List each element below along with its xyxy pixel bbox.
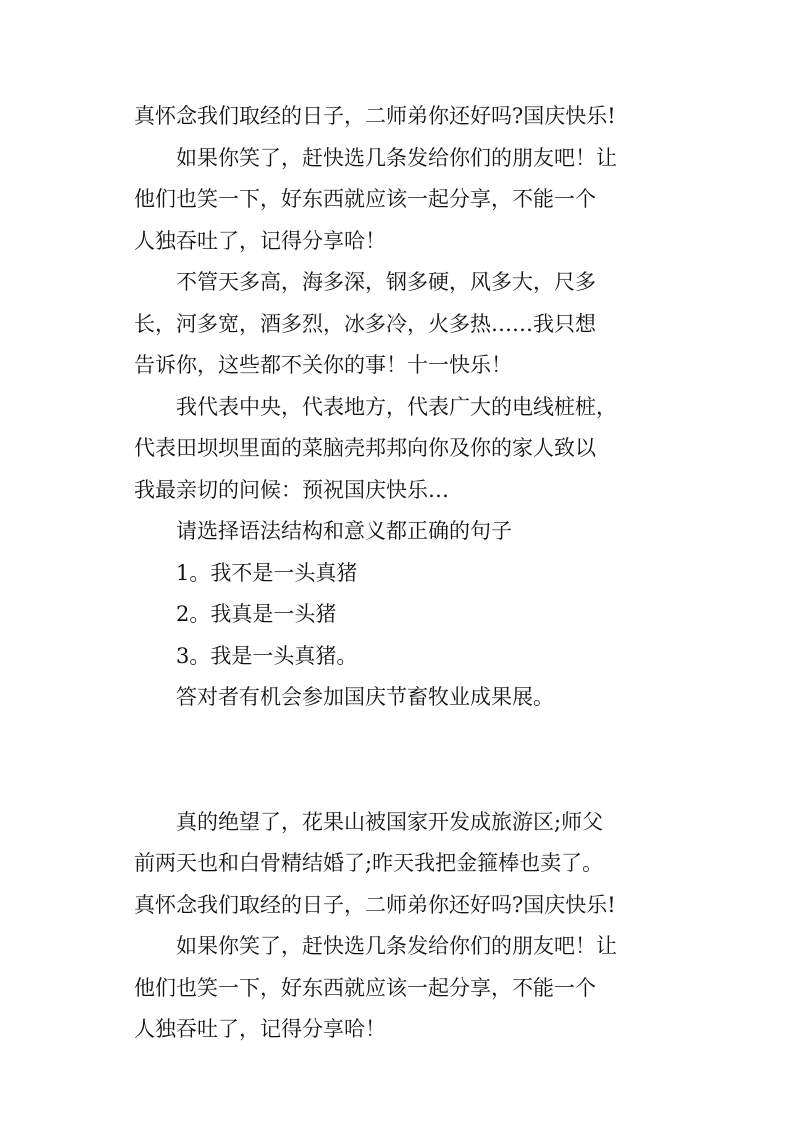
quiz-prize-note: 答对者有机会参加国庆节畜牧业成果展。 — [176, 685, 554, 709]
paragraph-first-line: 如果你笑了，赶快选几条发给你们的朋友吧！让 — [176, 934, 617, 958]
document-body — [134, 96, 674, 1051]
text-line: 真怀念我们取经的日子，二师弟你还好吗?国庆快乐! — [134, 892, 616, 917]
text-line: 代表田坝坝里面的菜脑壳邦邦向你及你的家人致以 — [134, 436, 596, 460]
text-line: 人独吞吐了，记得分享哈！ — [134, 1017, 386, 1041]
paragraph-gap — [134, 719, 674, 802]
text-line: 告诉你，这些都不关你的事！十一快乐！ — [134, 353, 512, 377]
text-line: 我最亲切的问候：预祝国庆快乐… — [134, 477, 449, 502]
paragraph-first-line: 如果你笑了，赶快选几条发给你们的朋友吧！让 — [176, 145, 617, 170]
text-line: 他们也笑一下，好东西就应该一起分享，不能一个 — [134, 187, 596, 211]
quiz-question: 请选择语法结构和意义都正确的句子 — [176, 519, 512, 543]
paragraph-first-line: 真的绝望了，花果山被国家开发成旅游区;师父 — [176, 809, 604, 834]
text-line: 真怀念我们取经的日子，二师弟你还好吗?国庆快乐! — [134, 104, 616, 128]
quiz-option-1: 1。我不是一头真猪 — [176, 560, 358, 585]
text-line: 人独吞吐了，记得分享哈！ — [134, 228, 386, 253]
quiz-option-2: 2。我真是一头猪 — [176, 602, 337, 626]
text-line: 前两天也和白骨精结婚了;昨天我把金箍棒也卖了。 — [134, 851, 604, 875]
text-line: 他们也笑一下，好东西就应该一起分享，不能一个 — [134, 975, 596, 1000]
text-line: 长，河多宽，酒多烈，冰多冷，火多热……我只想 — [134, 311, 596, 336]
paragraph-first-line: 我代表中央，代表地方，代表广大的电线桩桩， — [176, 394, 617, 419]
quiz-option-3: 3。我是一头真猪。 — [176, 643, 358, 668]
paragraph-first-line: 不管天多高，海多深，钢多硬，风多大，尺多 — [176, 270, 596, 294]
